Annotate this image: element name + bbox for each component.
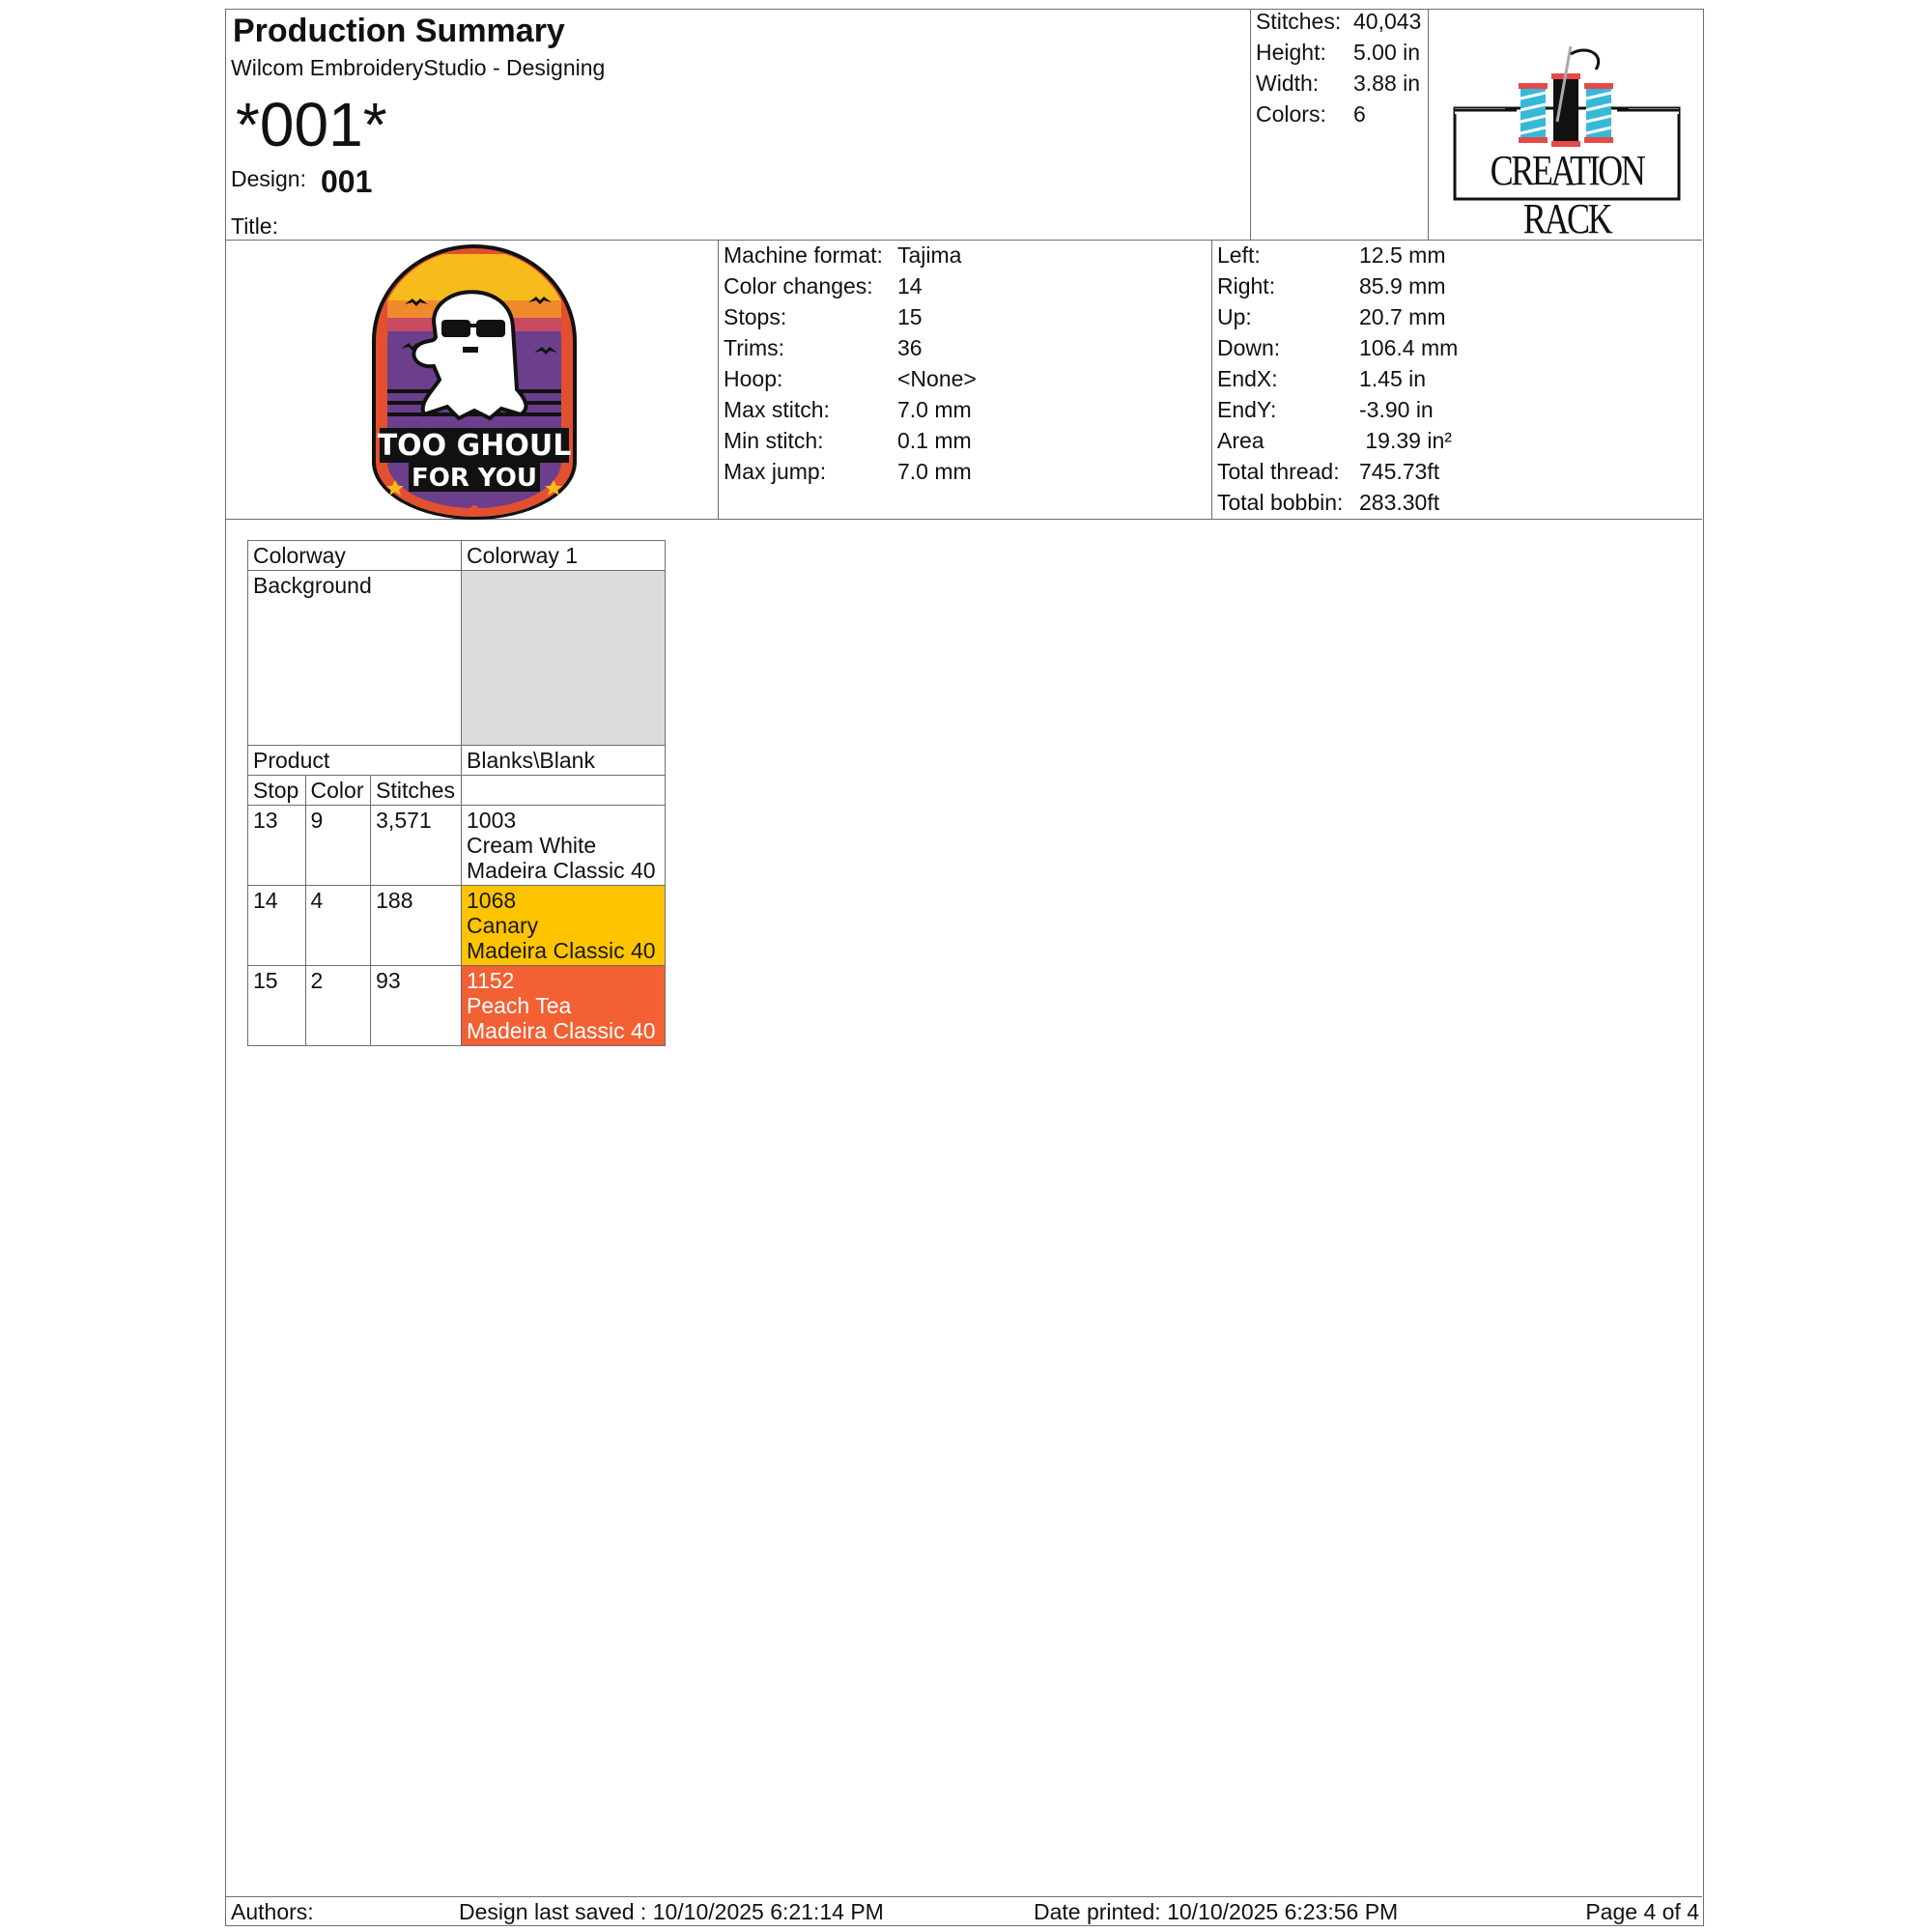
- machine-row: Max jump: 7.0 mm: [724, 459, 972, 484]
- machine-row: Trims: 36: [724, 335, 923, 360]
- summary-row: Stitches: 40,043: [1256, 9, 1422, 34]
- summary-row: Height: 5.00 in: [1256, 40, 1421, 65]
- table-row: [248, 746, 666, 776]
- logo-text: CREATION RACK: [1490, 147, 1644, 242]
- column-header-stitches: Stitches: [371, 776, 462, 806]
- color-cell: 2: [305, 966, 371, 1046]
- stop-cell: 14: [248, 886, 306, 966]
- thread-code: 1152: [467, 968, 515, 993]
- summary-row: Width: 3.88 in: [1256, 71, 1421, 96]
- stitches-cell: 93: [371, 966, 462, 1046]
- page-footer: [226, 1897, 1705, 1926]
- dimension-row: EndX: 1.45 in: [1217, 366, 1427, 391]
- stop-cell: 13: [248, 806, 306, 886]
- machine-row: Min stitch: 0.1 mm: [724, 428, 972, 453]
- dimension-row: Area 19.39 in²: [1217, 428, 1452, 453]
- production-summary-sheet: [225, 9, 1704, 1926]
- table-row: [248, 541, 666, 571]
- thread-cell: [462, 886, 666, 966]
- colorway-label: Colorway: [248, 541, 462, 571]
- stop-cell: 15: [248, 966, 306, 1046]
- table-row: [248, 571, 666, 746]
- table-row: [248, 886, 666, 966]
- dimension-row: Right: 85.9 mm: [1217, 273, 1446, 298]
- machine-row: Hoop: <None>: [724, 366, 977, 391]
- color-cell: 4: [305, 886, 371, 966]
- machine-row: Max stitch: 7.0 mm: [724, 397, 972, 422]
- dimension-row: EndY: -3.90 in: [1217, 397, 1434, 422]
- thread-cell: [462, 806, 666, 886]
- table-header-row: [248, 776, 666, 806]
- dimension-row: Up: 20.7 mm: [1217, 304, 1446, 329]
- design-label: Design:: [231, 166, 306, 191]
- footer-date-printed: Date printed: 10/10/2025 6:23:56 PM: [1034, 1899, 1399, 1924]
- header-col-divider-2: [1428, 10, 1429, 240]
- title-label: Title:: [231, 213, 278, 239]
- thread-name: Canary: [467, 913, 539, 938]
- footer-page-number: Page 4 of 4: [1585, 1899, 1699, 1924]
- dimension-info: [1217, 240, 1458, 518]
- thread-code: 1068: [467, 888, 517, 913]
- table-row: [248, 966, 666, 1046]
- column-header-color: Color: [305, 776, 371, 806]
- table-row: [248, 806, 666, 886]
- header-col-divider-1: [1250, 10, 1251, 240]
- color-cell: 9: [305, 806, 371, 886]
- stitches-cell: 188: [371, 886, 462, 966]
- design-bottom-text: FOR YOU: [411, 464, 538, 493]
- colorway-table: [247, 540, 666, 1046]
- thread-name: Peach Tea: [467, 993, 572, 1018]
- machine-info: [724, 240, 977, 487]
- thread-cell: [462, 966, 666, 1046]
- page-subtitle: Wilcom EmbroideryStudio - Designing: [231, 55, 606, 80]
- design-code: *001*: [236, 90, 387, 159]
- background-swatch: [462, 571, 666, 746]
- thread-name: Cream White: [467, 833, 597, 858]
- thread-brand: Madeira Classic 40: [467, 1018, 656, 1043]
- product-label: Product: [248, 746, 462, 776]
- machine-row: Color changes: 14: [724, 273, 923, 298]
- summary-row: Colors: 6: [1256, 101, 1366, 127]
- product-value: Blanks\Blank: [462, 746, 666, 776]
- machine-row: Stops: 15: [724, 304, 923, 329]
- column-header-stop: Stop: [248, 776, 306, 806]
- info-col-divider-1: [718, 240, 719, 519]
- info-col-divider-2: [1211, 240, 1212, 519]
- footer-last-saved: Design last saved : 10/10/2025 6:21:14 PM: [459, 1899, 884, 1924]
- thread-code: 1003: [467, 808, 517, 833]
- thread-brand: Madeira Classic 40: [467, 858, 656, 883]
- stitches-cell: 3,571: [371, 806, 462, 886]
- dimension-row: Left: 12.5 mm: [1217, 242, 1446, 268]
- background-label: Background: [248, 571, 462, 746]
- dimension-row: Down: 106.4 mm: [1217, 335, 1459, 360]
- ghost-design-icon: [366, 244, 583, 520]
- footer-authors: Authors:: [231, 1899, 314, 1924]
- colorway-value: Colorway 1: [462, 541, 666, 571]
- thread-brand: Madeira Classic 40: [467, 938, 656, 963]
- page-title: Production Summary: [233, 13, 565, 49]
- dimension-row: Total bobbin: 283.30ft: [1217, 490, 1440, 515]
- design-preview: [366, 244, 583, 520]
- design-value: 001: [321, 164, 373, 199]
- creation-rack-logo: [1451, 44, 1683, 242]
- dimension-row: Total thread: 745.73ft: [1217, 459, 1440, 484]
- design-top-text: TOO GHOUL: [377, 429, 572, 463]
- summary-stats: [1256, 6, 1421, 129]
- machine-row: Machine format: Tajima: [724, 242, 962, 268]
- column-header-thread: [462, 776, 666, 806]
